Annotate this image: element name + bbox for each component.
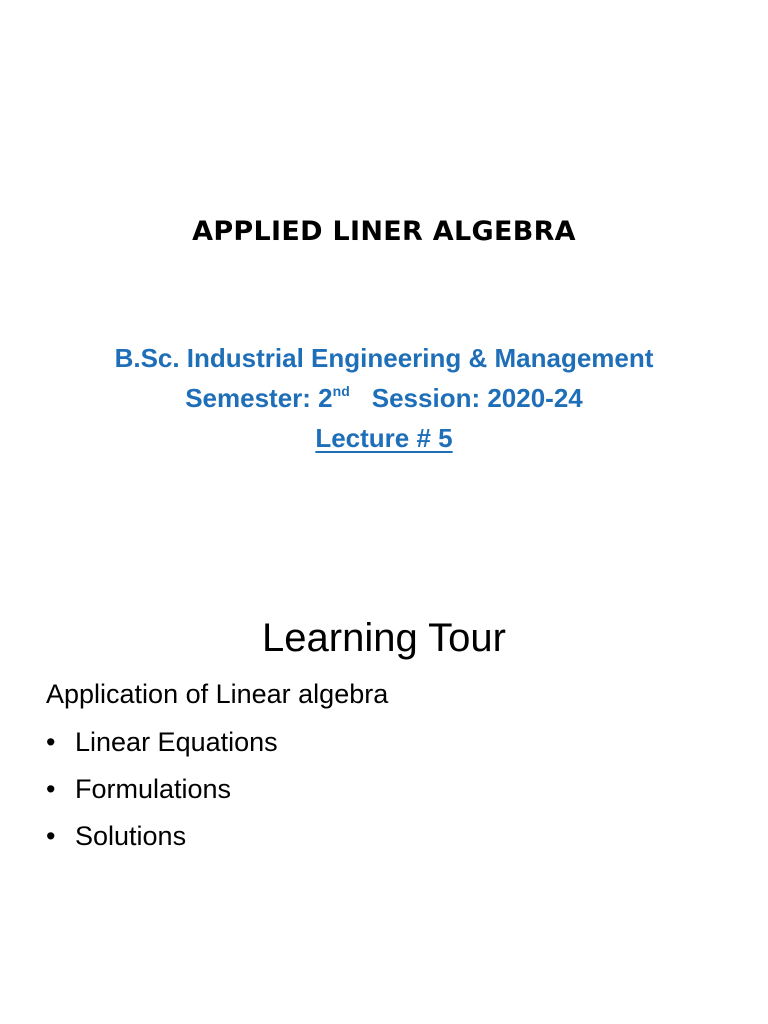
bullet-icon: • xyxy=(46,774,56,804)
section-intro: Application of Linear algebra xyxy=(46,679,389,709)
lecture-number-link[interactable]: Lecture # 5 xyxy=(315,423,453,453)
course-title: APPLIED LINER ALGEBRA xyxy=(192,216,576,247)
list-item-text: Linear Equations xyxy=(75,727,278,757)
program-name: B.Sc. Industrial Engineering & Management xyxy=(114,343,654,373)
semester-session-line xyxy=(0,378,768,418)
semester-ordinal-suffix: nd xyxy=(332,383,350,399)
list-item-text: Formulations xyxy=(75,774,232,804)
list-item xyxy=(46,769,278,816)
session-label: Session: 2020-24 xyxy=(371,383,583,413)
list-item xyxy=(46,816,278,863)
course-details xyxy=(0,338,768,458)
semester-label: Semester: 2 xyxy=(185,383,333,413)
section-heading: Learning Tour xyxy=(262,616,506,660)
list-item-text: Solutions xyxy=(75,821,187,851)
list-item xyxy=(46,722,278,769)
topic-list xyxy=(46,722,278,863)
bullet-icon: • xyxy=(46,821,56,851)
bullet-icon: • xyxy=(46,727,56,757)
